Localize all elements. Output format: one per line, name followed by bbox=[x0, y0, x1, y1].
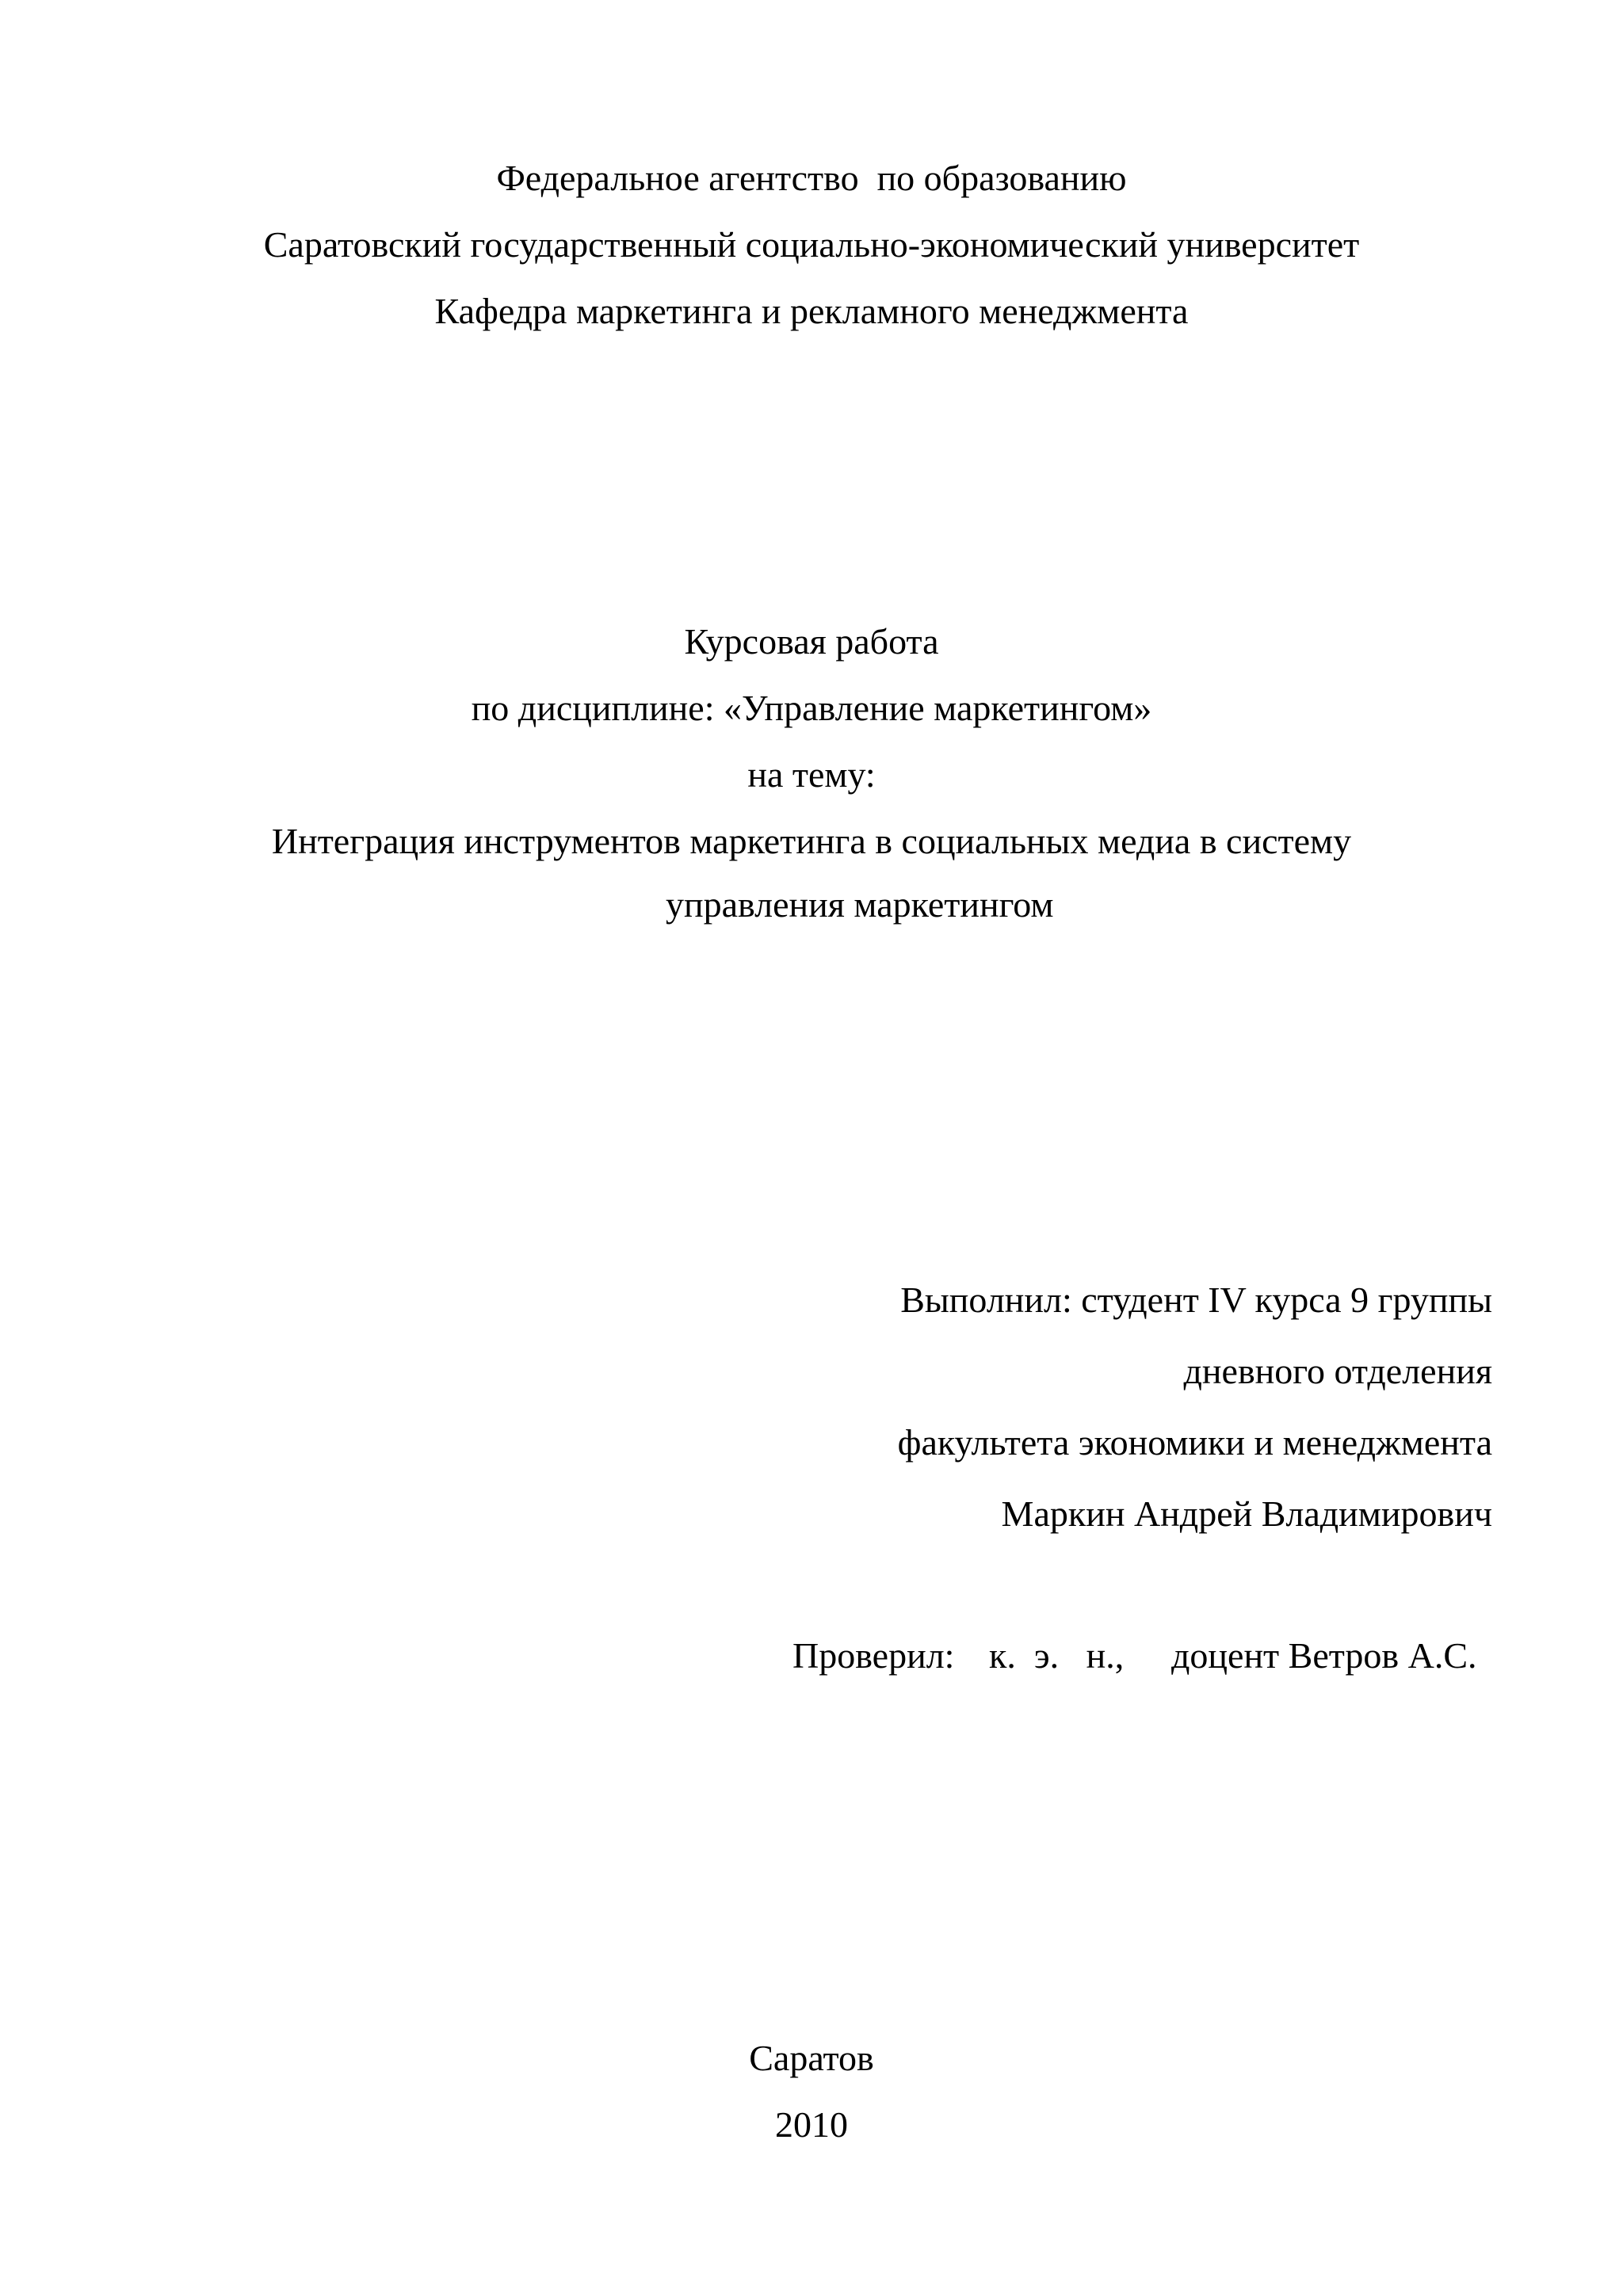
author-line-3: факультета экономики и менеджмента bbox=[897, 1422, 1492, 1463]
discipline: по дисциплине: «Управление маркетингом» bbox=[471, 688, 1152, 728]
author-name: Маркин Андрей Владимирович bbox=[1001, 1493, 1492, 1534]
topic-line-2: управления маркетингом bbox=[666, 884, 1054, 925]
author-line-1: Выполнил: студент IV курса 9 группы bbox=[900, 1280, 1492, 1320]
agency-name: Федеральное агентство по образованию bbox=[496, 158, 1127, 198]
author-line-2: дневного отделения bbox=[1183, 1351, 1492, 1391]
city: Саратов bbox=[749, 2038, 874, 2078]
reviewer-name: доцент Ветров А.С. bbox=[1171, 1635, 1477, 1676]
university-name: Саратовский государственный социально-экономический университет bbox=[263, 224, 1360, 265]
reviewer-label: Проверил: bbox=[792, 1635, 955, 1676]
work-type: Курсовая работа bbox=[684, 621, 939, 662]
department-name: Кафедра маркетинга и рекламного менеджмента bbox=[434, 291, 1189, 331]
reviewer-degree: к. э. н., bbox=[989, 1635, 1125, 1676]
year: 2010 bbox=[775, 2104, 848, 2145]
topic-intro: на тему: bbox=[747, 754, 876, 795]
topic-line-1: Интеграция инструментов маркетинга в социальных медиа в систему bbox=[271, 821, 1352, 861]
